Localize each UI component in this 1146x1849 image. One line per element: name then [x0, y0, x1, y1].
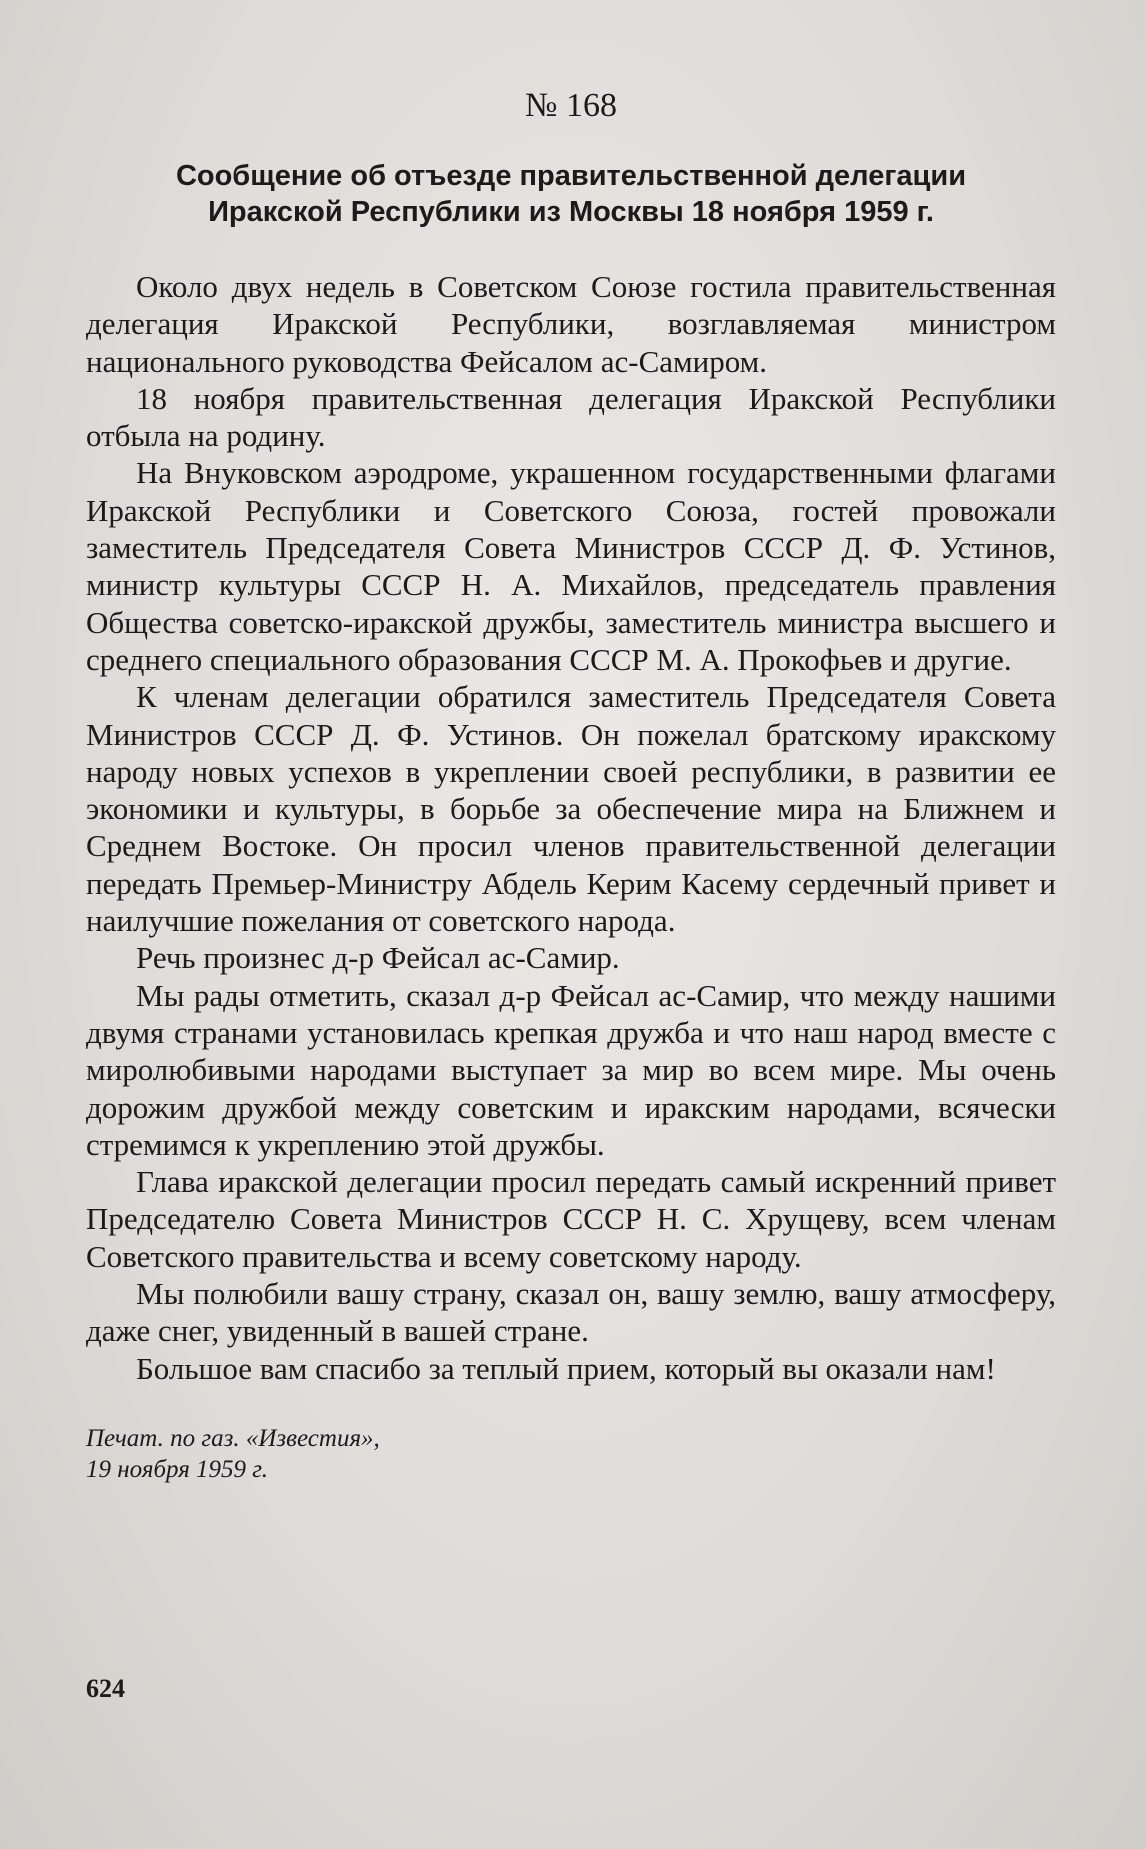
- source-line-1: Печат. по газ. «Известия»,: [86, 1424, 380, 1452]
- title-line-2: Иракской Республики из Москвы 18 ноября 1959 г.: [208, 196, 934, 228]
- document-number: № 168: [525, 87, 617, 124]
- paragraph-6: Мы рады отметить, сказал д-р Фейсал ас-Самир, что между нашими двумя странами установилась крепкая дружба и что наш народ вместе с миролюбивыми народами выступает за мир во всем мире. Мы очень дорожим дружбой между советским и иракским народами, всячески стремимся к укреплению этой дружбы.: [86, 977, 1056, 1162]
- document-title: [86, 158, 1056, 230]
- source-note: [86, 1423, 1056, 1485]
- paragraph-2: 18 ноября правительственная делегация Иракской Республики отбыла на родину.: [86, 380, 1056, 454]
- source-line-2: 19 ноября 1959 г.: [86, 1455, 268, 1483]
- paragraph-3: На Внуковском аэродроме, украшенном государственными флагами Иракской Республики и Советского Союза, гостей провожали заместитель Председателя Совета Министров СССР Д. Ф. Устинов, министр культуры СССР Н. А. Михайлов, председатель правления Общества советско-иракской дружбы, заместитель министра высшего и среднего специального образования СССР М. А. Прокофьев и другие.: [86, 455, 1056, 677]
- page-number: 624: [86, 1674, 125, 1703]
- paragraph-5: Речь произнес д-р Фейсал ас-Самир.: [136, 940, 620, 976]
- paragraph-9: Большое вам спасибо за теплый прием, который вы оказали нам!: [136, 1350, 996, 1386]
- paragraph-4: К членам делегации обратился заместитель Председателя Совета Министров СССР Д. Ф. Устинов. Он пожелал братскому иракскому народу новых успехов в укреплении своей республики, в развитии ее экономики и культуры, в борьбе за обеспечение мира на Ближнем и Среднем Востоке. Он просил членов правительственной делегации передать Премьер-Министру Абдель Керим Касему сердечный привет и наилучшие пожелания от советского народа.: [86, 679, 1056, 939]
- paragraph-1: Около двух недель в Советском Союзе гостила правительственная делегация Иракской Республики, возглавляемая министром национального руководства Фейсалом ас-Самиром.: [86, 269, 1056, 379]
- title-line-1: Сообщение об отъезде правительственной делегации: [175, 160, 967, 192]
- document-body: [86, 268, 1056, 1387]
- paragraph-8: Мы полюбили вашу страну, сказал он, вашу землю, вашу атмосферу, даже снег, увиденный в вашей стране.: [86, 1276, 1056, 1349]
- paragraph-7: Глава иракской делегации просил передать самый искренний привет Председателю Совета Министров СССР Н. С. Хрущеву, всем членам Советского правительства и всему советскому народу.: [86, 1164, 1056, 1274]
- document-content: [86, 84, 1056, 1485]
